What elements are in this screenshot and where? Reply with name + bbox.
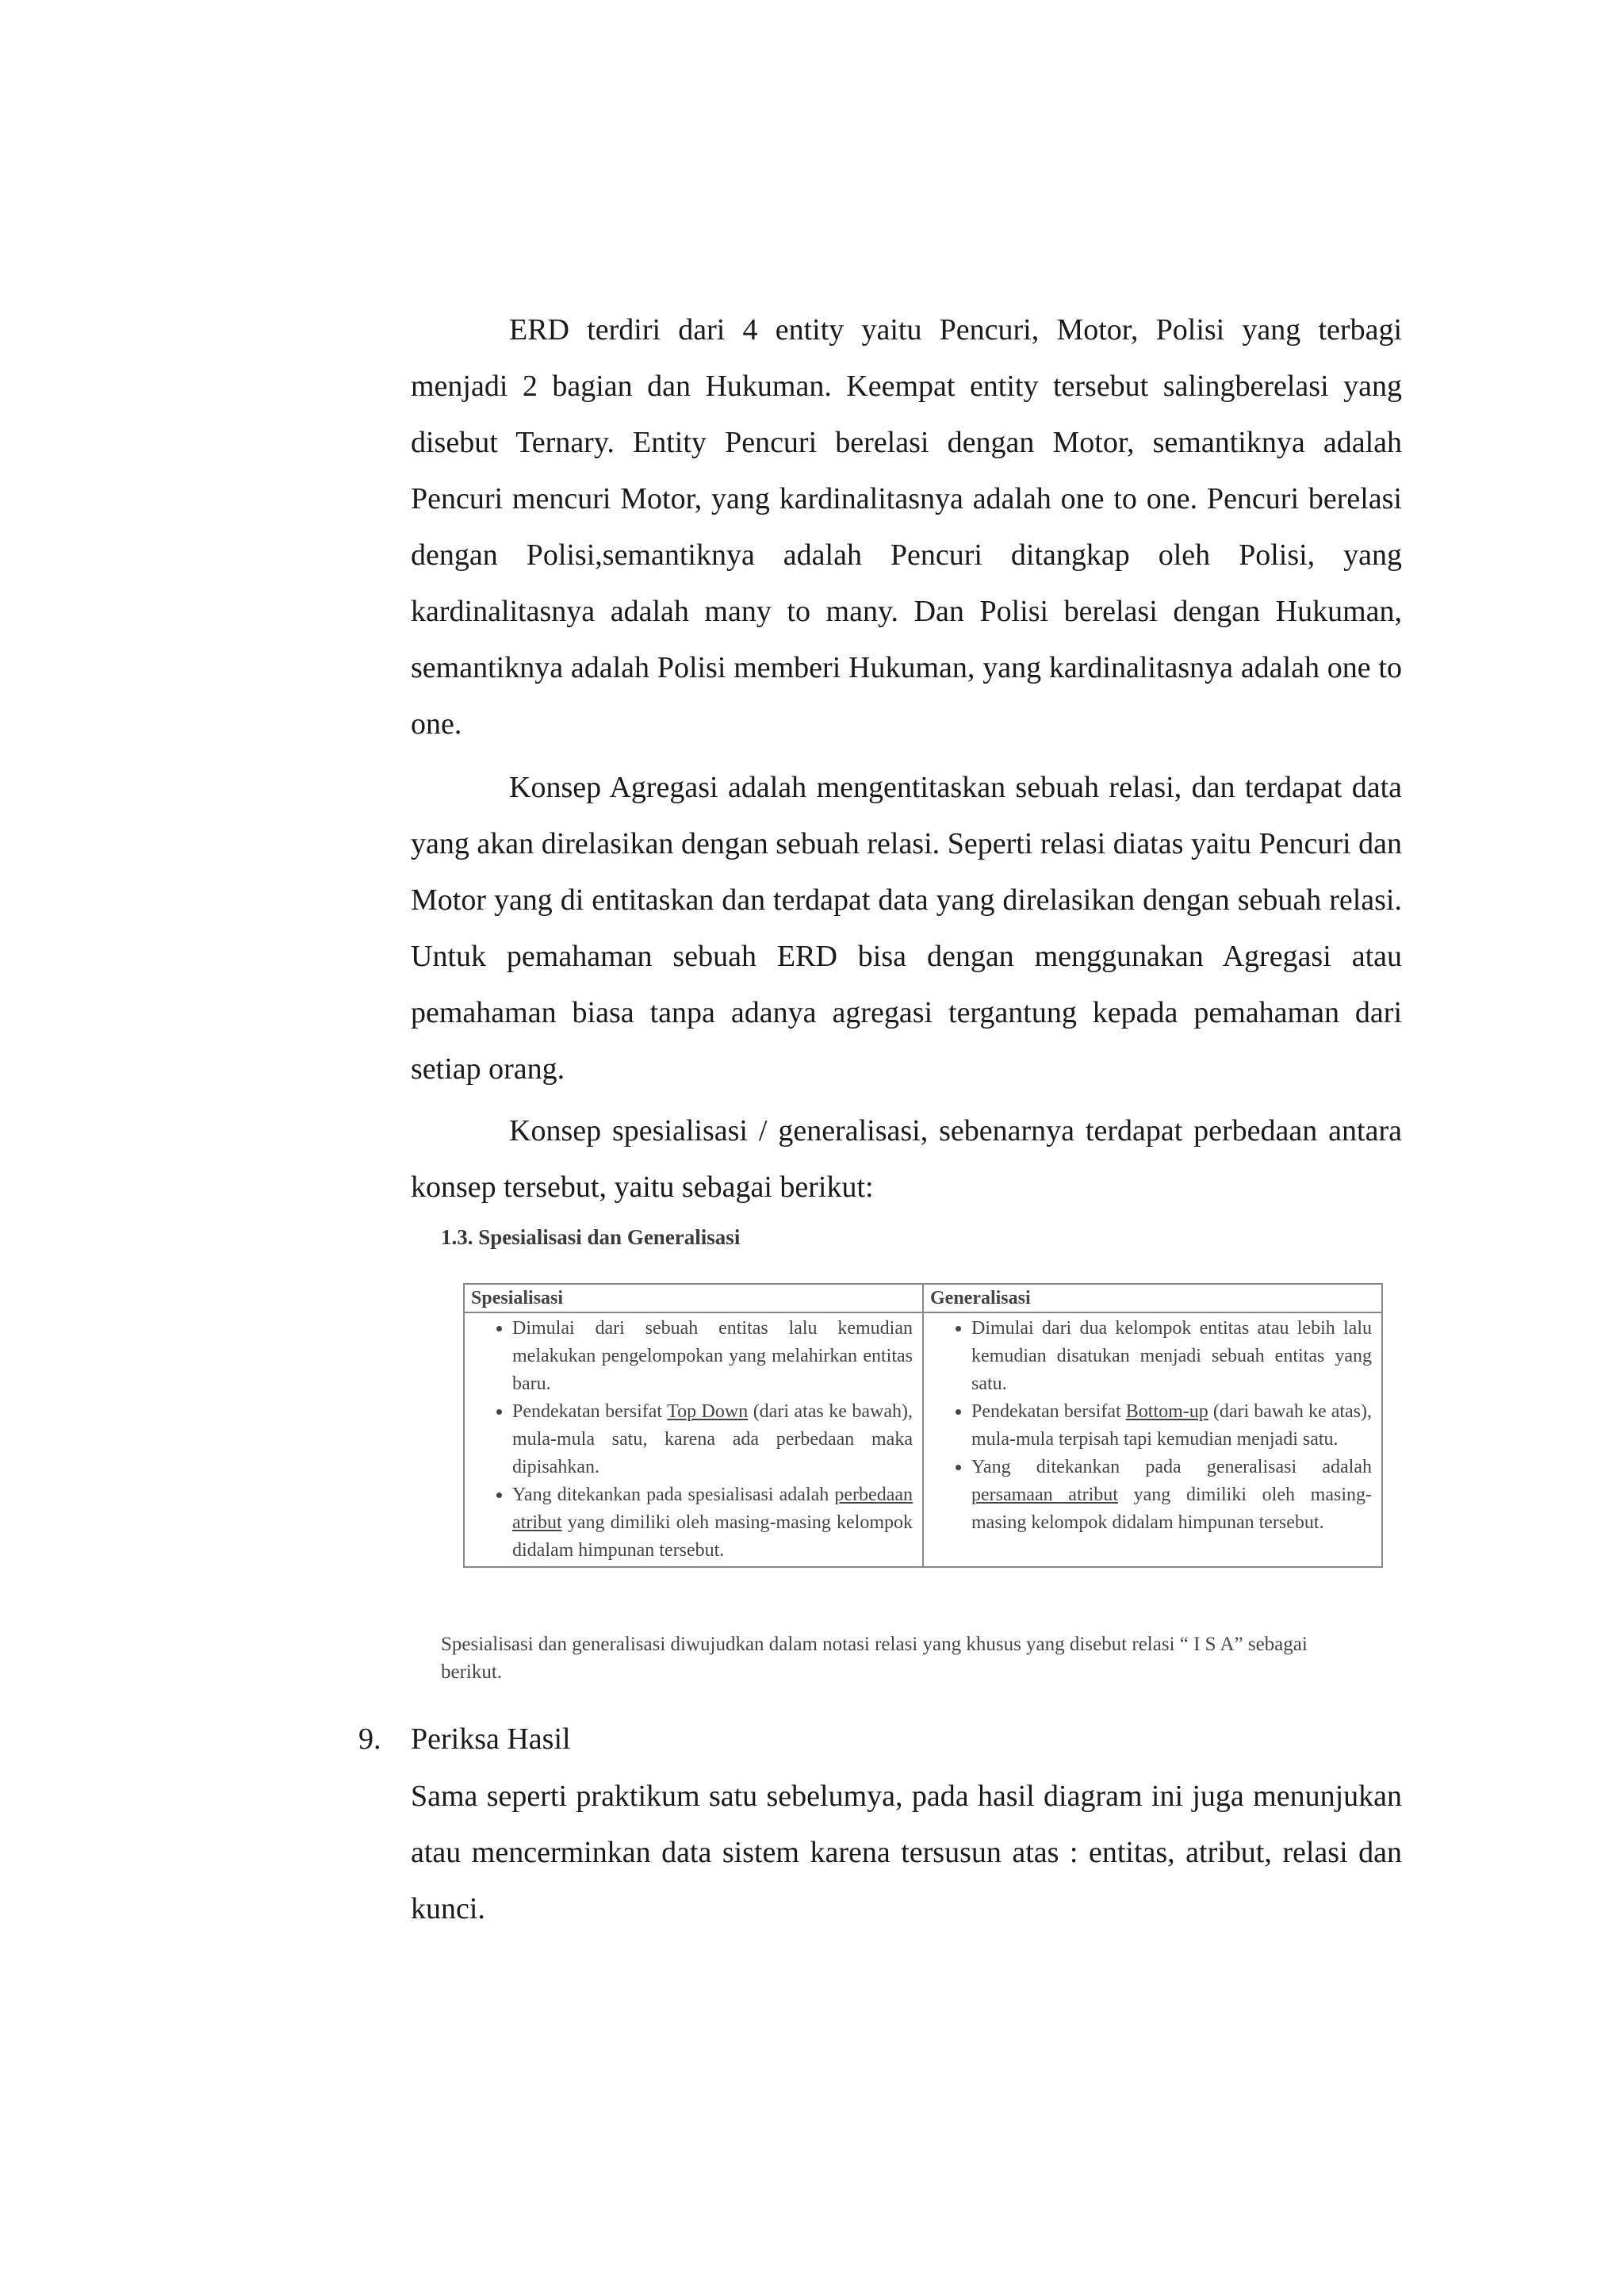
text-segment: yang dimiliki oleh masing-masing kelompok didalam himpunan tersebut. [971, 1485, 1372, 1533]
list-item: • Dimulai dari sebuah entitas lalu kemudian melakukan pengelompokan yang melahirkan entitas baru. [512, 1315, 913, 1398]
text-segment: yang dimiliki oleh masing-masing kelompok didalam himpunan tersebut. [512, 1512, 913, 1561]
paragraph-agregasi: Konsep Agregasi adalah mengentitaskan sebuah relasi, dan terdapat data yang akan direlasikan dengan sebuah relasi. Seperti relasi diatas yaitu Pencuri dan Motor yang di entitaskan dan terdapat data yang direlasikan dengan sebuah relasi. Untuk pemahaman sebuah ERD bisa dengan menggunakan Agregasi atau pemahaman biasa tanpa adanya agregasi tergantung kepada pemahaman dari setiap orang. [411, 771, 1402, 1086]
text-segment: Pendekatan bersifat [971, 1401, 1126, 1422]
figure-caption: Spesialisasi dan generalisasi diwujudkan dalam notasi relasi yang khusus yang disebut relasi “ I S A” sebagai berikut. [441, 1634, 1308, 1683]
text-segment: (dari atas ke bawah), mula-mula satu, karena ada perbedaan maka dipisahkan. [512, 1401, 913, 1477]
text-segment: Yang ditekankan pada spesialisasi adalah [512, 1485, 835, 1505]
header-generalisasi: Generalisasi [923, 1284, 1382, 1312]
text-segment: Yang ditekankan pada generalisasi adalah [971, 1457, 1372, 1477]
text-segment: (dari bawah ke atas), mula-mula terpisah tapi kemudian menjadi satu. [971, 1401, 1373, 1450]
underlined-term: perbedaan atribut [512, 1485, 913, 1533]
text-segment: Pendekatan bersifat [512, 1401, 668, 1422]
figure-heading: 1.3. Spesialisasi dan Generalisasi [441, 1225, 741, 1249]
list-item [512, 1481, 913, 1565]
underlined-term: persamaan atribut [971, 1485, 1118, 1505]
cell-generalisasi [923, 1312, 1382, 1567]
underlined-term: Bottom-up [1125, 1401, 1208, 1422]
list-item [971, 1398, 1372, 1454]
comparison-table [463, 1283, 1383, 1568]
list-item [971, 1454, 1372, 1537]
table-row [464, 1312, 1382, 1567]
embedded-figure [441, 1223, 1385, 1683]
paragraph-periksa-hasil: Sama seperti praktikum satu sebelumya, pada hasil diagram ini juga menunjukan atau mencerminkan data sistem karena tersusun atas : entitas, atribut, relasi dan kunci. [411, 1780, 1402, 1925]
list-item [512, 1398, 913, 1481]
header-spesialisasi: Spesialisasi [464, 1284, 923, 1312]
table-header-row [464, 1284, 1382, 1312]
list-number: 9. [358, 1722, 381, 1756]
underlined-term: Top Down [667, 1401, 749, 1422]
numbered-list-item [358, 1711, 571, 1768]
cell-spesialisasi [464, 1312, 923, 1567]
list-item: • Dimulai dari dua kelompok entitas atau lebih lalu kemudian disatukan menjadi sebuah entitas yang satu. [971, 1315, 1372, 1398]
paragraph-erd-description: ERD terdiri dari 4 entity yaitu Pencuri, Motor, Polisi yang terbagi menjadi 2 bagian dan Hukuman. Keempat entity tersebut salingberelasi yang disebut Ternary. Entity Pencuri berelasi dengan Motor, semantiknya adalah Pencuri mencuri Motor, yang kardinalitasnya adalah one to one. Pencuri berelasi dengan Polisi,semantiknya adalah Pencuri ditangkap oleh Polisi, yang kardinalitasnya adalah many to many. Dan Polisi berelasi dengan Hukuman, semantiknya adalah Polisi memberi Hukuman, yang kardinalitasnya adalah one to one. [411, 313, 1402, 741]
list-title: Periksa Hasil [411, 1722, 571, 1756]
paragraph-spesialisasi-intro: Konsep spesialisasi / generalisasi, sebenarnya terdapat perbedaan antara konsep tersebut, yaitu sebagai berikut: [411, 1114, 1402, 1204]
